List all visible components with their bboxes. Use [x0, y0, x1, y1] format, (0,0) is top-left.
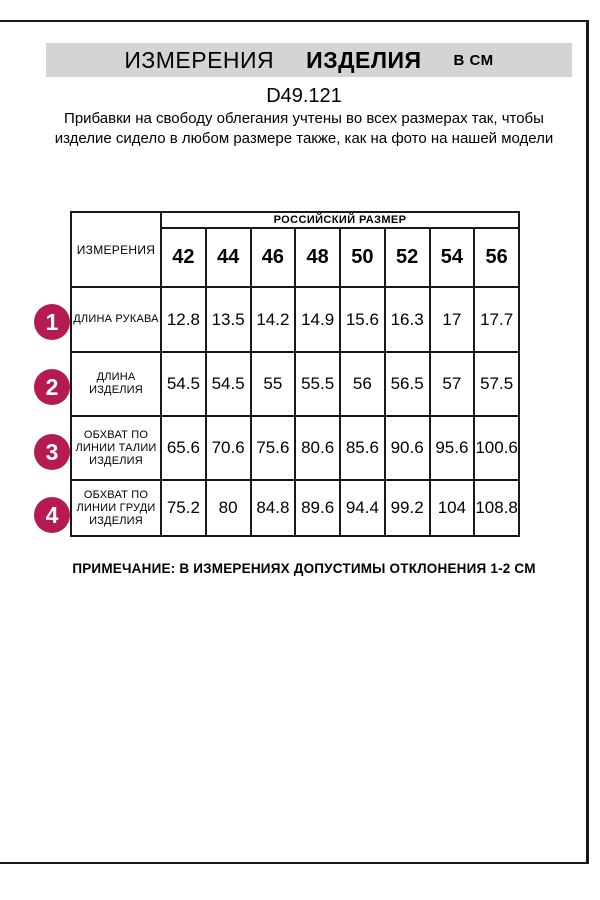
value-cell: 56 [340, 352, 385, 416]
value-cell: 108.8 [474, 480, 519, 536]
value-cell: 80 [206, 480, 251, 536]
row-number-2: 2 [45, 373, 59, 400]
value-cell: 54.5 [206, 352, 251, 416]
size-column-52: 52 [385, 228, 430, 287]
measurements-table [70, 211, 520, 537]
value-cell: 84.8 [251, 480, 296, 536]
size-header-row [71, 212, 519, 228]
row-label: ДЛИНА РУКАВА [71, 287, 161, 352]
value-cell: 100.6 [474, 416, 519, 480]
value-cell: 16.3 [385, 287, 430, 352]
title-word-product: ИЗДЕЛИЯ [306, 46, 422, 73]
value-cell: 94.4 [340, 480, 385, 536]
value-cell: 55.5 [295, 352, 340, 416]
value-cell: 89.6 [295, 480, 340, 536]
value-cell: 104 [430, 480, 475, 536]
value-cell: 54.5 [161, 352, 206, 416]
title-banner [46, 43, 572, 77]
value-cell: 55 [251, 352, 296, 416]
value-cell: 57.5 [474, 352, 519, 416]
title-word-measurements: ИЗМЕРЕНИЯ [124, 46, 275, 73]
value-cell: 13.5 [206, 287, 251, 352]
value-cell: 14.2 [251, 287, 296, 352]
value-cell: 12.8 [161, 287, 206, 352]
value-cell: 56.5 [385, 352, 430, 416]
size-column-42: 42 [161, 228, 206, 287]
product-code: D49.121 [266, 85, 342, 107]
table-row-sleeve-length [71, 287, 519, 352]
table-row-garment-length [71, 352, 519, 416]
size-column-48: 48 [295, 228, 340, 287]
row-number-1: 1 [45, 308, 59, 335]
size-column-44: 44 [206, 228, 251, 287]
row-label: ДЛИНА ИЗДЕЛИЯ [71, 352, 161, 416]
value-cell: 75.2 [161, 480, 206, 536]
fit-description [20, 109, 588, 148]
fit-description-text: Прибавки на свободу облегания учтены во всех размерах так, чтобы изделие сидело в любом размере также, как на фото на нашей модели [54, 110, 554, 147]
row-label: ОБХВАТ ПО ЛИНИИ ГРУДИ ИЗДЕЛИЯ [71, 480, 161, 536]
row-number-badge-3 [34, 434, 70, 470]
row-number-badge-2 [34, 369, 70, 405]
size-column-50: 50 [340, 228, 385, 287]
value-cell: 95.6 [430, 416, 475, 480]
size-column-54: 54 [430, 228, 475, 287]
value-cell: 75.6 [251, 416, 296, 480]
value-cell: 65.6 [161, 416, 206, 480]
tolerance-note: ПРИМЕЧАНИЕ: В ИЗМЕРЕНИЯХ ДОПУСТИМЫ ОТКЛОНЕНИЯ 1-2 СМ [72, 561, 536, 576]
value-cell: 85.6 [340, 416, 385, 480]
size-column-46: 46 [251, 228, 296, 287]
row-number-3: 3 [45, 438, 59, 465]
table-row-waist-girth [71, 416, 519, 480]
table-row-chest-girth [71, 480, 519, 536]
value-cell: 17.7 [474, 287, 519, 352]
row-number-badge-1 [34, 304, 70, 340]
row-label: ОБХВАТ ПО ЛИНИИ ТАЛИИ ИЗДЕЛИЯ [71, 416, 161, 480]
title-unit-cm: В СМ [453, 51, 494, 69]
value-cell: 70.6 [206, 416, 251, 480]
size-column-56: 56 [474, 228, 519, 287]
value-cell: 80.6 [295, 416, 340, 480]
russian-size-header: РОССИЙСКИЙ РАЗМЕР [161, 212, 519, 228]
row-number-badge-4 [34, 497, 70, 533]
value-cell: 17 [430, 287, 475, 352]
measurements-column-header: ИЗМЕРЕНИЯ [71, 212, 161, 287]
row-number-4: 4 [45, 501, 59, 528]
value-cell: 15.6 [340, 287, 385, 352]
value-cell: 14.9 [295, 287, 340, 352]
value-cell: 90.6 [385, 416, 430, 480]
value-cell: 99.2 [385, 480, 430, 536]
value-cell: 57 [430, 352, 475, 416]
